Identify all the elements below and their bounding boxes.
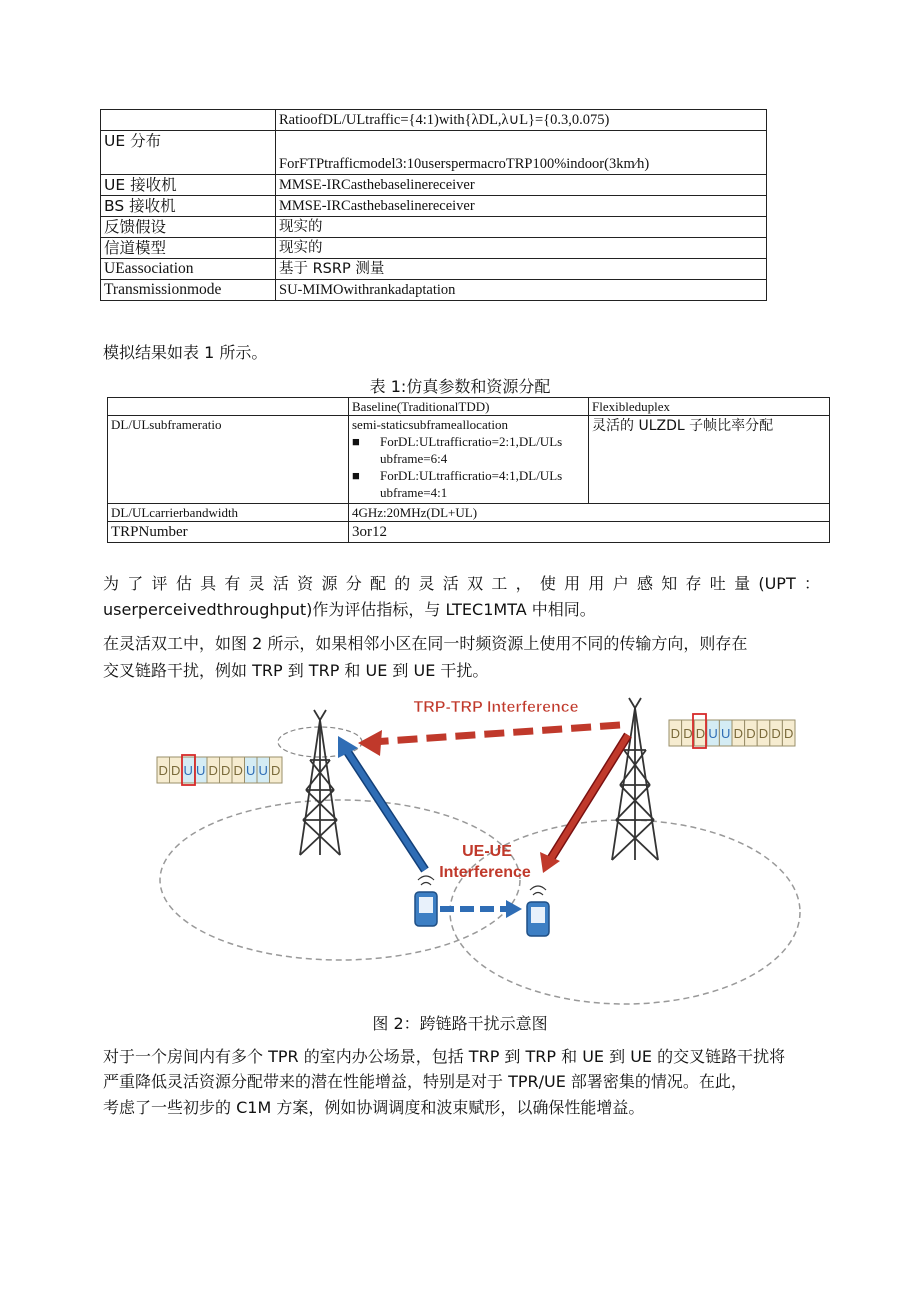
table-cell-value	[276, 131, 767, 175]
table-cell-label	[101, 110, 276, 131]
trp-trp-label: TRP-TRP Interference	[413, 699, 579, 716]
ue-ue-arrowhead	[506, 900, 522, 918]
table-cell-label: BS 接收机	[101, 196, 276, 217]
subframe-label: U	[246, 763, 256, 778]
table-cell-value: 3or12	[349, 522, 830, 543]
table-row	[101, 110, 767, 131]
table-cell-label: UEassociation	[101, 259, 276, 280]
table-header-cell	[108, 398, 349, 416]
paragraph-line: 对于一个房间内有多个 TPR 的室内办公场景，包括 TRP 到 TRP 和 UE 到 UE 的交叉链路干扰将	[103, 1047, 786, 1066]
subframe-label: D	[758, 726, 769, 741]
subframe-label: U	[183, 763, 193, 778]
subframe-label: U	[721, 726, 731, 741]
subframe-label: D	[746, 726, 756, 741]
table-cell-value: RatioofDL/ULtraffic={4:1)with{λDL,λ∪L}={0.3,0.075)	[276, 110, 767, 131]
subframe-label: D	[233, 763, 243, 778]
table-row	[108, 522, 830, 543]
table-cell-label: UE 分布	[101, 131, 276, 175]
subframe-label: D	[784, 726, 794, 741]
subframe-label: D	[271, 763, 281, 778]
table-row	[101, 280, 767, 301]
paragraph-line: 为了评估具有灵活资源分配的灵活双工，使用用户感知存吐量(UPT：	[103, 574, 820, 593]
table-cell-value: MMSE-IRCasthebaselinereceiver	[276, 175, 767, 196]
paragraph-line: 在灵活双工中，如图 2 所示，如果相邻小区在同一时频资源上使用不同的传输方向，则存在	[103, 634, 748, 653]
subframe-label: D	[221, 763, 231, 778]
table-header-cell: Baseline(TraditionalTDD)	[349, 398, 589, 416]
list-item-line: ubframe=4:1	[380, 485, 448, 500]
subframe-label: D	[683, 726, 693, 741]
ue-ue-label-line1: UE-UE	[462, 843, 512, 860]
table-cell-value: 4GHz:20MHz(DL+UL)	[349, 504, 830, 522]
intro-paragraph: 模拟结果如表 1 所示。	[103, 343, 268, 362]
list-item-text	[380, 467, 585, 501]
subframe-label: D	[771, 726, 781, 741]
phone-icon-left	[415, 876, 437, 926]
figure-caption: 图 2：跨链路干扰示意图	[372, 1014, 548, 1033]
table-cell-label: Transmissionmode	[101, 280, 276, 301]
subframe-label: D	[695, 726, 706, 741]
phone-icon-right	[527, 886, 549, 936]
subframe-label: D	[208, 763, 218, 778]
ue-ue-label-line2: Interference	[439, 864, 531, 881]
table-cell-label: UE 接收机	[101, 175, 276, 196]
paragraph-line: 交叉链路干扰，例如 TRP 到 TRP 和 UE 到 UE 干扰。	[103, 661, 489, 680]
bullet-icon: ■	[352, 434, 360, 449]
frame-strip-left	[157, 757, 282, 783]
table-cell-value: MMSE-IRCasthebaselinereceiver	[276, 196, 767, 217]
subframe-label: D	[670, 726, 680, 741]
baseline-intro: semi-staticsubframeallocation	[352, 417, 508, 432]
tower-icon-left	[300, 710, 340, 855]
table-header-cell: Flexibleduplex	[589, 398, 830, 416]
list-item-text	[380, 433, 585, 467]
table-cell-label: 信道模型	[101, 238, 276, 259]
table-cell-text: ForFTPtrafficmodel3:10userspermacroTRP100%indoor(3km∕h)	[279, 156, 650, 172]
list-item	[352, 433, 585, 467]
cross-link-interference-figure	[0, 680, 920, 1010]
parameters-table	[100, 109, 767, 301]
simulation-table	[107, 397, 830, 543]
table-row	[101, 131, 767, 175]
subframe-label: D	[733, 726, 743, 741]
uplink-arrow-left	[345, 748, 425, 870]
list-item-line: ForDL:ULtrafficratio=4:1,DL/ULs	[380, 468, 563, 483]
list-item-line: ubframe=6:4	[380, 451, 448, 466]
subframe-label: U	[708, 726, 718, 741]
table-row	[101, 238, 767, 259]
table-cell-label: DL/ULsubframeratio	[108, 416, 349, 504]
table-row	[101, 175, 767, 196]
list-item	[352, 467, 585, 501]
table-cell-flexible: 灵活的 ULZDL 子帧比率分配	[589, 416, 830, 504]
table-cell-label: DL/ULcarrierbandwidth	[108, 504, 349, 522]
table-row	[108, 416, 830, 504]
table-cell-label: TRPNumber	[108, 522, 349, 543]
paragraph-line: 严重降低灵活资源分配带来的潜在性能增益，特别是对于 TPR/UE 部署密集的情况。在此，	[103, 1072, 747, 1091]
table-header-row	[108, 398, 830, 416]
paragraph-line: 考虑了一些初步的 C1M 方案，例如协调调度和波束赋形，以确保性能增益。	[103, 1098, 645, 1117]
subframe-label: D	[171, 763, 181, 778]
subframe-label: U	[258, 763, 268, 778]
table-row	[101, 196, 767, 217]
table-row	[108, 504, 830, 522]
frame-strip-right	[669, 720, 795, 746]
table-cell-label: 反馈假设	[101, 217, 276, 238]
table-caption: 表 1:仿真参数和资源分配	[369, 377, 551, 396]
subframe-label: D	[158, 763, 168, 778]
table-cell-value: SU-MIMOwithrankadaptation	[276, 280, 767, 301]
table-cell-value: 现实的	[276, 217, 767, 238]
paragraph-line: userperceivedthroughput)作为评估指标，与 LTEC1MTA 中相同。	[103, 600, 596, 619]
bullet-icon: ■	[352, 468, 360, 483]
table-cell-value: 现实的	[276, 238, 767, 259]
table-cell-baseline	[349, 416, 589, 504]
trp-trp-interference-arrow	[372, 725, 620, 742]
table-cell-value: 基于 RSRP 测量	[276, 259, 767, 280]
table-row	[101, 217, 767, 238]
subframe-label: U	[196, 763, 206, 778]
table-row	[101, 259, 767, 280]
trp-trp-arrowhead	[358, 730, 382, 756]
list-item-line: ForDL:ULtrafficratio=2:1,DL/ULs	[380, 434, 563, 449]
downlink-arrow-right	[550, 735, 628, 860]
